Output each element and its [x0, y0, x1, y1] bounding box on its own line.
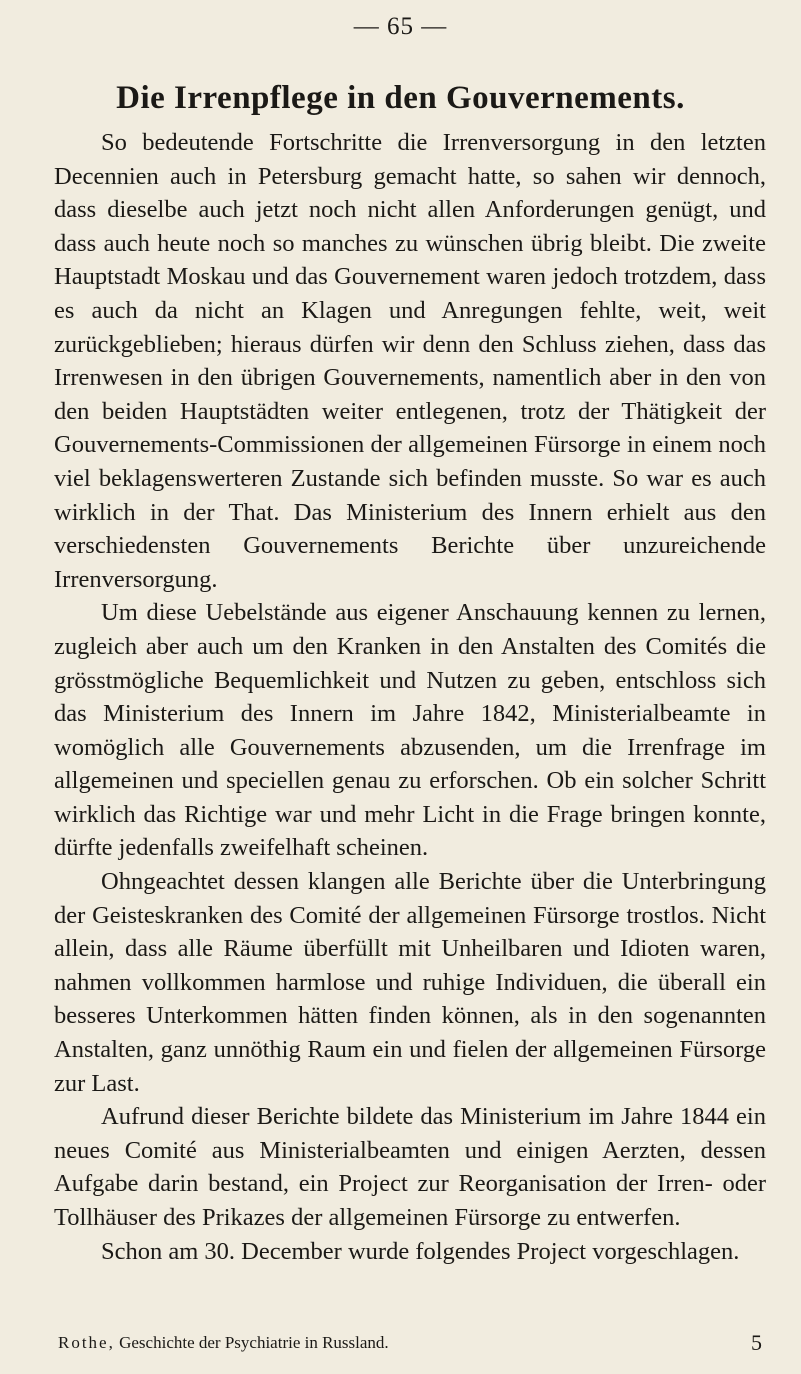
page-number: — 65 — [353, 13, 448, 40]
paragraph-4: Aufrund dieser Berichte bildete das Ministerium im Jahre 1844 ein neues Comité aus Ministerialbeamten und einigen Aerzten, dessen Aufgabe darin bestand, ein Project zur Reorganisation der Irren- oder Tollhäuser des Prikazes der allgemeinen Fürsorge zu entwerfen. [54, 1103, 766, 1231]
page-footer [58, 1330, 762, 1355]
footer-author: Rothe, [58, 1333, 115, 1352]
paragraph-3: Ohngeachtet dessen klangen alle Berichte über die Unterbringung der Geisteskranken des Comité der allgemeinen Fürsorge trostlos. Nicht allein, dass alle Räume überfüllt mit Unheilbaren und Idioten waren, nahmen vollkommen harmlose und ruhige Individuen, die überall ein besseres Unterkommen hätten finden können, als in den sogenannten Anstalten, ganz unnöthig Raum ein und fielen der allgemeinen Fürsorge zur Last. [54, 868, 766, 1097]
signature-mark: 5 [751, 1330, 762, 1355]
footer-title: Geschichte der Psychiatrie in Russland. [119, 1333, 389, 1352]
section-heading: Die Irrenpflege in den Gouvernements. [116, 80, 685, 116]
paragraph-1: So bedeutende Fortschritte die Irrenversorgung in den letzten Decennien auch in Petersburg gemacht hatte, so sahen wir dennoch, dass dieselbe auch jetzt noch nicht allen Anforderungen genügt, und dass auch heute noch so manches zu wünschen übrig bleibt. Die zweite Hauptstadt Moskau und das Gouvernement waren jedoch trotzdem, dass es auch da nicht an Klagen und Anregungen fehlte, weit, weit zurückgeblieben; hieraus dürfen wir denn den Schluss ziehen, dass das Irrenwesen in den übrigen Gouvernements, namentlich aber in den von den beiden Hauptstädten weiter entlegenen, trotz der Thätigkeit der Gouvernements-Commissionen der allgemeinen Fürsorge in einem noch viel beklagenswerteren Zustande sich befinden musste. So war es auch wirklich in der That. Das Ministerium des Innern erhielt aus den verschiedensten Gouvernements Berichte über unzureichende Irrenversorgung. [54, 129, 766, 593]
paragraph-2: Um diese Uebelstände aus eigener Anschauung kennen zu lernen, zugleich aber auch um den Kranken in den Anstalten des Comités die grösstmögliche Bequemlichkeit und Nutzen zu geben, entschloss sich das Ministerium des Innern im Jahre 1842, Ministerialbeamte in womöglich alle Gouvernements abzusenden, um die Irrenfrage im allgemeinen und speciellen genau zu erforschen. Ob ein solcher Schritt wirklich das Richtige war und mehr Licht in die Frage bringen konnte, dürfte jedenfalls zweifelhaft scheinen. [54, 599, 766, 862]
paragraph-5: Schon am 30. December wurde folgendes Project vorgeschlagen. [101, 1237, 740, 1265]
body-text [54, 126, 766, 1268]
